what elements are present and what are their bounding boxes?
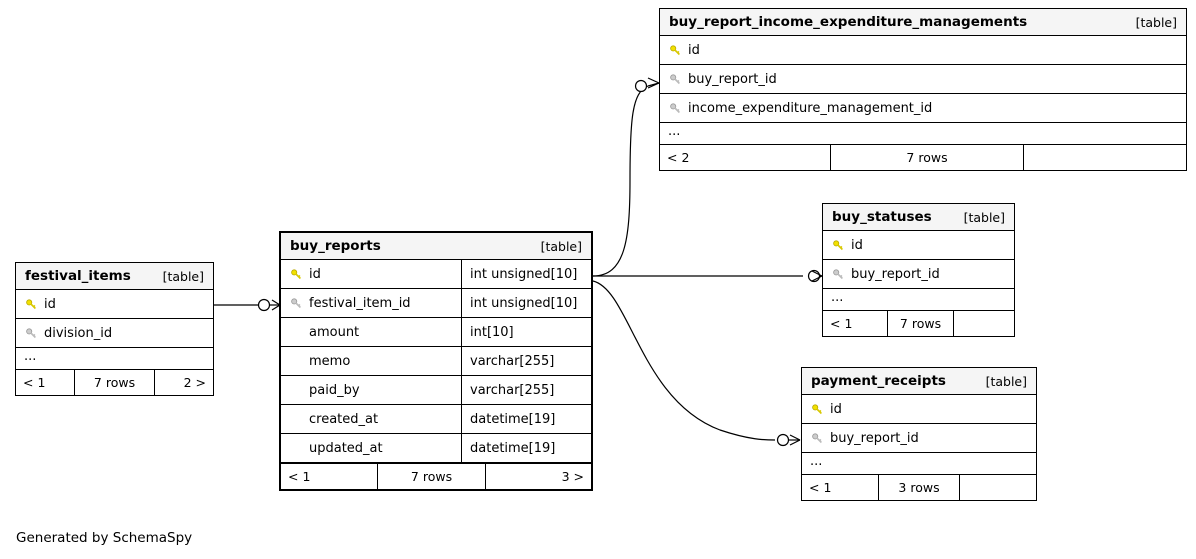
table-row (281, 260, 591, 289)
generated-by-credit: Generated by SchemaSpy (16, 530, 193, 546)
parents-count: < 1 (288, 469, 311, 484)
table-title: buy_statuses (832, 209, 932, 225)
children-count: 2 > (183, 375, 206, 390)
table-row (802, 395, 1036, 424)
table-kind-label: [table] (162, 268, 204, 284)
grey-key-icon (668, 103, 682, 114)
yellow-key-icon (289, 269, 303, 280)
table-kind-label: [table] (963, 209, 1005, 225)
table-buy-reports[interactable] (279, 231, 593, 491)
table-header (823, 204, 1014, 231)
column-name: buy_report_id (851, 266, 940, 282)
column-name: id (851, 237, 863, 253)
column-type: datetime[19] (461, 405, 591, 433)
table-row (660, 94, 1186, 123)
yellow-key-icon (668, 45, 682, 56)
column-cell (281, 347, 461, 375)
grey-key-icon (289, 298, 303, 309)
column-cell (823, 231, 1014, 259)
column-type: varchar[255] (461, 347, 591, 375)
rows-count: 7 rows (377, 464, 486, 489)
table-row (823, 231, 1014, 260)
column-name: memo (309, 353, 351, 369)
table-payment-receipts[interactable] (801, 367, 1037, 501)
table-row (16, 290, 213, 319)
table-row (660, 65, 1186, 94)
table-title: buy_report_income_expenditure_managements (669, 14, 1028, 30)
column-name: created_at (309, 411, 379, 427)
table-kind-label: [table] (985, 373, 1027, 389)
column-name: id (688, 42, 700, 58)
table-row (802, 424, 1036, 453)
rows-count: 7 rows (74, 370, 155, 395)
table-footer (823, 311, 1014, 336)
column-name: id (44, 296, 56, 312)
grey-key-icon (810, 433, 824, 444)
rows-count: 7 rows (887, 311, 954, 336)
table-row (281, 318, 591, 347)
column-cell (16, 290, 213, 318)
table-header (802, 368, 1036, 395)
table-header (16, 263, 213, 290)
parents-count: < 1 (23, 375, 46, 390)
table-header (281, 233, 591, 260)
column-cell (281, 434, 461, 462)
children-count (954, 311, 1014, 336)
rows-count: 3 rows (878, 475, 960, 500)
table-footer (660, 145, 1186, 170)
table-kind-label: [table] (1135, 14, 1177, 30)
column-cell (281, 260, 461, 288)
column-cell (802, 395, 1036, 423)
column-type: int unsigned[10] (461, 289, 591, 317)
yellow-key-icon (810, 404, 824, 415)
table-row (281, 405, 591, 434)
more-columns-indicator: ... (823, 289, 1014, 311)
parents-count: < 1 (809, 480, 832, 495)
column-name: division_id (44, 325, 113, 341)
more-columns-indicator: ... (16, 348, 213, 370)
table-row (281, 347, 591, 376)
column-name: buy_report_id (830, 430, 919, 446)
table-row (281, 434, 591, 463)
more-columns-indicator: ... (660, 123, 1186, 145)
yellow-key-icon (831, 240, 845, 251)
column-name: id (309, 266, 321, 282)
table-header (660, 9, 1186, 36)
grey-key-icon (24, 328, 38, 339)
column-cell (660, 36, 1186, 64)
children-count (960, 475, 1036, 500)
table-buy-report-income-expenditure-managements[interactable] (659, 8, 1187, 171)
parents-count: < 1 (830, 316, 853, 331)
children-count (1024, 145, 1186, 170)
column-cell (660, 65, 1186, 93)
column-cell (802, 424, 1036, 452)
column-type: int unsigned[10] (461, 260, 591, 288)
column-cell (660, 94, 1186, 122)
table-row (16, 319, 213, 348)
column-type: int[10] (461, 318, 591, 346)
column-type: varchar[255] (461, 376, 591, 404)
table-footer (802, 475, 1036, 500)
table-footer (281, 463, 591, 489)
column-name: id (830, 401, 842, 417)
column-cell (823, 260, 1014, 288)
table-row (281, 289, 591, 318)
column-name: buy_report_id (688, 71, 777, 87)
parents-count: < 2 (667, 150, 690, 165)
column-cell (281, 376, 461, 404)
table-title: buy_reports (290, 238, 381, 254)
children-count: 3 > (561, 469, 584, 484)
column-name: paid_by (309, 382, 360, 398)
column-type: datetime[19] (461, 434, 591, 462)
table-row (823, 260, 1014, 289)
yellow-key-icon (24, 299, 38, 310)
column-cell (281, 405, 461, 433)
table-title: payment_receipts (811, 373, 946, 389)
table-footer (16, 370, 213, 395)
column-name: income_expenditure_management_id (688, 100, 933, 116)
grey-key-icon (831, 269, 845, 280)
table-row (660, 36, 1186, 65)
grey-key-icon (668, 74, 682, 85)
column-name: updated_at (309, 440, 383, 456)
column-cell (16, 319, 213, 347)
table-row (281, 376, 591, 405)
column-cell (281, 289, 461, 317)
table-kind-label: [table] (540, 238, 582, 254)
rows-count: 7 rows (830, 145, 1024, 170)
table-festival-items[interactable] (15, 262, 214, 396)
column-name: festival_item_id (309, 295, 411, 311)
column-cell (281, 318, 461, 346)
table-buy-statuses[interactable] (822, 203, 1015, 337)
column-name: amount (309, 324, 360, 340)
table-title: festival_items (25, 268, 131, 284)
more-columns-indicator: ... (802, 453, 1036, 475)
